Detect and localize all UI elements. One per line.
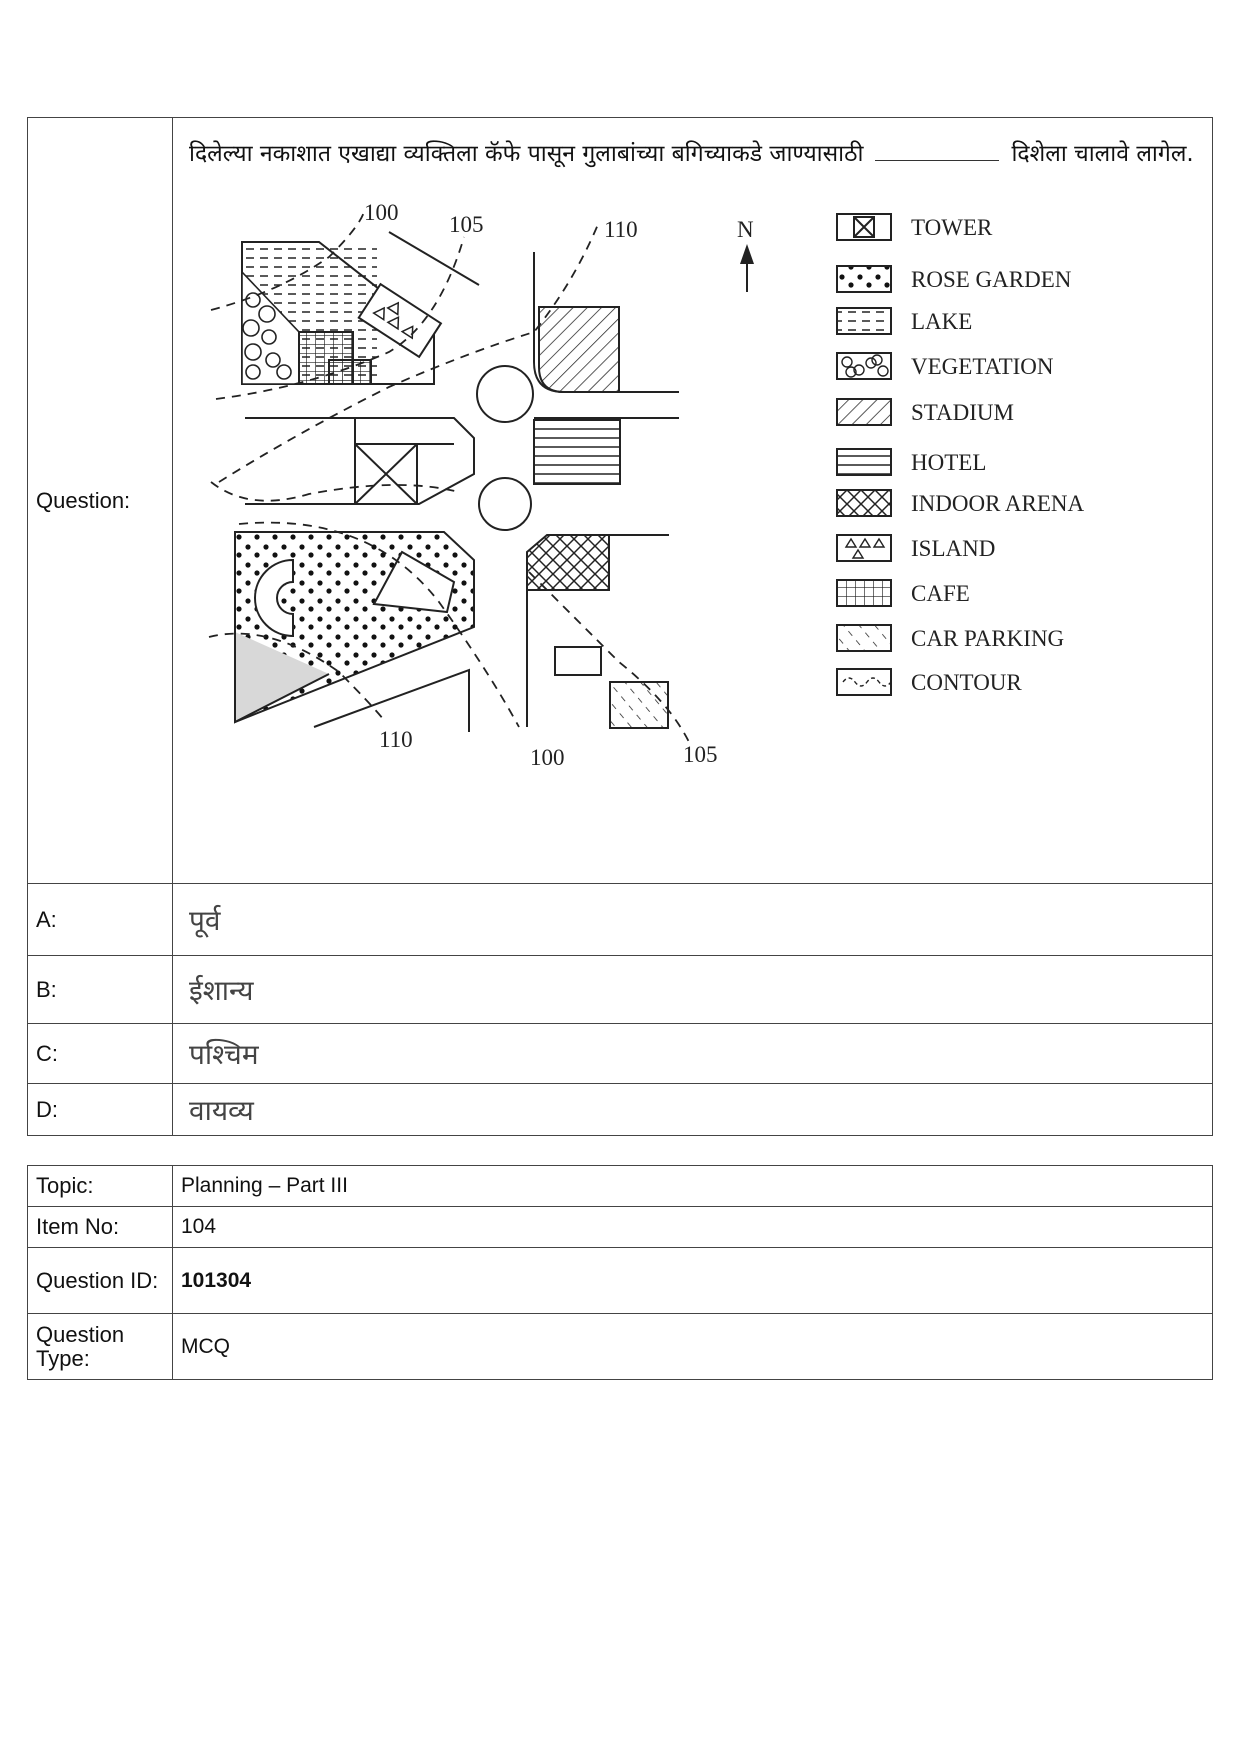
legend-label: CAR PARKING — [911, 626, 1065, 651]
legend-label: CAFE — [911, 581, 970, 606]
legend-item-car-parking — [837, 625, 1064, 651]
small-building — [555, 647, 601, 675]
option-c-text: पश्चिम — [173, 1024, 1213, 1084]
question-type-value: MCQ — [173, 1314, 1213, 1380]
question-label: Question: — [28, 118, 173, 884]
option-a-text: पूर्व — [173, 884, 1213, 956]
option-b-label: B: — [28, 956, 173, 1024]
legend-label: HOTEL — [911, 450, 987, 475]
question-cell — [173, 118, 1213, 884]
legend-item-indoor-arena — [837, 490, 1085, 516]
contour-label: 105 — [449, 212, 484, 237]
meta-table — [27, 1165, 1213, 1380]
island-icon — [837, 535, 891, 561]
stadium-icon — [837, 399, 891, 425]
north-arrow-icon — [740, 244, 754, 292]
option-d-text: वायव्य — [173, 1084, 1213, 1136]
option-b-text: ईशान्य — [173, 956, 1213, 1024]
legend-item-contour — [837, 669, 1022, 695]
legend-label: TOWER — [911, 215, 993, 240]
question-id-value: 101304 — [173, 1248, 1213, 1314]
legend-item-vegetation — [837, 353, 1054, 379]
option-a-label: A: — [28, 884, 173, 956]
roundabout-lower — [479, 478, 531, 530]
lake-icon — [837, 308, 891, 334]
option-d-label: D: — [28, 1084, 173, 1136]
contour-label: 100 — [364, 200, 399, 225]
car-parking-block — [610, 682, 668, 728]
legend-item-cafe — [837, 580, 970, 606]
map-figure — [189, 182, 1189, 802]
legend-label: STADIUM — [911, 400, 1014, 425]
legend-item-rose-garden — [837, 266, 1072, 292]
topic-value: Planning – Part III — [173, 1166, 1213, 1207]
question-text-part1: दिलेल्या नकाशात एखाद्या व्यक्तिला कॅफे पासून गुलाबांच्या बगिच्याकडे जाण्यासाठी — [189, 141, 864, 167]
indoor-arena-icon — [837, 490, 891, 516]
map-legend — [837, 214, 1085, 695]
rose-garden-icon — [837, 266, 891, 292]
contour-label: 110 — [379, 727, 413, 752]
hotel-icon — [837, 449, 891, 475]
option-c-label: C: — [28, 1024, 173, 1084]
stadium-block — [539, 307, 619, 392]
contour-label: 110 — [604, 217, 638, 242]
legend-item-tower — [837, 214, 993, 240]
legend-item-lake — [837, 308, 972, 334]
cafe-icon — [837, 580, 891, 606]
legend-label: ROSE GARDEN — [911, 267, 1072, 292]
question-text — [189, 118, 1196, 178]
contour-label: 100 — [530, 745, 565, 770]
answer-blank — [875, 140, 999, 161]
item-no-value: 104 — [173, 1207, 1213, 1248]
legend-label: INDOOR ARENA — [911, 491, 1085, 516]
legend-label: CONTOUR — [911, 670, 1022, 695]
contour-icon — [837, 669, 891, 695]
contour-label: 105 — [683, 742, 718, 767]
question-type-label: Question Type: — [28, 1314, 173, 1380]
hotel-block — [534, 420, 620, 484]
car-parking-icon — [837, 625, 891, 651]
indoor-arena-block — [527, 535, 609, 590]
roundabout-upper — [477, 366, 533, 422]
question-table — [27, 117, 1213, 1136]
legend-item-island — [837, 535, 995, 561]
topic-label: Topic: — [28, 1166, 173, 1207]
legend-label: ISLAND — [911, 536, 996, 561]
question-text-part2: दिशेला चालावे लागेल. — [1011, 141, 1194, 167]
item-no-label: Item No: — [28, 1207, 173, 1248]
map-drawing — [209, 212, 689, 742]
legend-item-stadium — [837, 399, 1014, 425]
legend-label: VEGETATION — [911, 354, 1054, 379]
legend-item-hotel — [837, 449, 986, 475]
north-label: N — [737, 217, 754, 242]
question-id-label: Question ID: — [28, 1248, 173, 1314]
legend-label: LAKE — [911, 309, 973, 334]
